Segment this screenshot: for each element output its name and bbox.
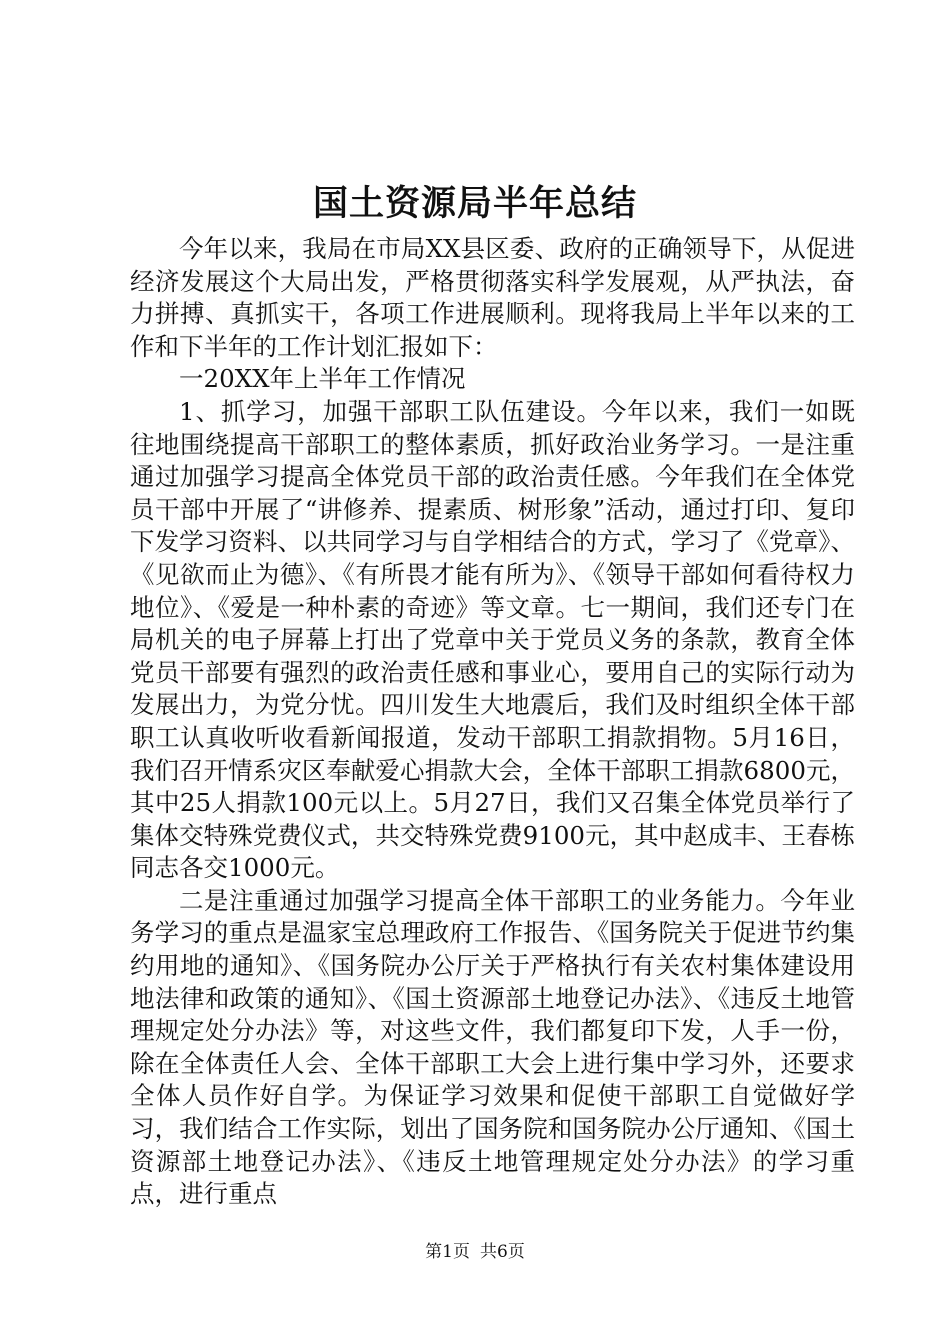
paragraph-study: 1、抓学习，加强干部职工队伍建设。今年以来，我们一如既往地围绕提高干部职工的整体素质，抓好政治业务学习。一是注重通过加强学习提高全体党员干部的政治责任感。今年我们在全体党员干部中开展了“讲修养、提素质、树形象”活动，通过打印、复印下发学习资料、以共同学习与自学相结合的方式，学习了《党章》、《见欲而止为德》、《有所畏才能有所为》、《领导干部如何看待权力地位》、《爱是一种朴素的奇迹》等文章。七一期间，我们还专门在局机关的电子屏幕上打出了党章中关于党员义务的条款，教育全体党员干部要有强烈的政治责任感和事业心，要用自己的实际行动为发展出力，为党分忧。四川发生大地震后，我们及时组织全体干部职工认真收听收看新闻报道，发动干部职工捐款捐物。5月16日，我们召开情系灾区奉献爱心捐款大会，全体干部职工捐款6800元，其中25人捐款100元以上。5月27日，我们又召集全体党员举行了集体交特殊党费仪式，共交特殊党费9100元，其中赵成丰、王春栋同志各交1000元。	[130, 396, 855, 883]
page-total: 共6页	[480, 1242, 525, 1262]
document-title: 国土资源局半年总结	[312, 183, 637, 224]
paragraph-business-study: 二是注重通过加强学习提高全体干部职工的业务能力。今年业务学习的重点是温家宝总理政府工作报告、《国务院关于促进节约集约用地的通知》、《国务院办公厅关于严格执行有关农村集体建设用地法律和政策的通知》、《国土资源部土地登记办法》、《违反土地管理规定处分办法》等，对这些文件，我们都复印下发，人手一份，除在全体责任人会、全体干部职工大会上进行集中学习外，还要求全体人员作好自学。为保证学习效果和促使干部职工自觉做好学习，我们结合工作实际，划出了国务院和国务院办公厅通知、《国土资源部土地登记办法》、《违反土地管理规定处分办法》的学习重点，进行重点	[130, 885, 855, 1209]
document-body	[130, 233, 855, 1211]
page-footer	[0, 1240, 950, 1264]
section-heading: 一20XX年上半年工作情况	[179, 364, 466, 394]
paragraph-intro: 今年以来，我局在市局XX县区委、政府的正确领导下，从促进经济发展这个大局出发，严格贯彻落实科学发展观，从严执法，奋力拼搏、真抓实干，各项工作进展顺利。现将我局上半年以来的工作和下半年的工作计划汇报如下：	[130, 234, 855, 361]
page-number: 第1页	[425, 1242, 470, 1262]
